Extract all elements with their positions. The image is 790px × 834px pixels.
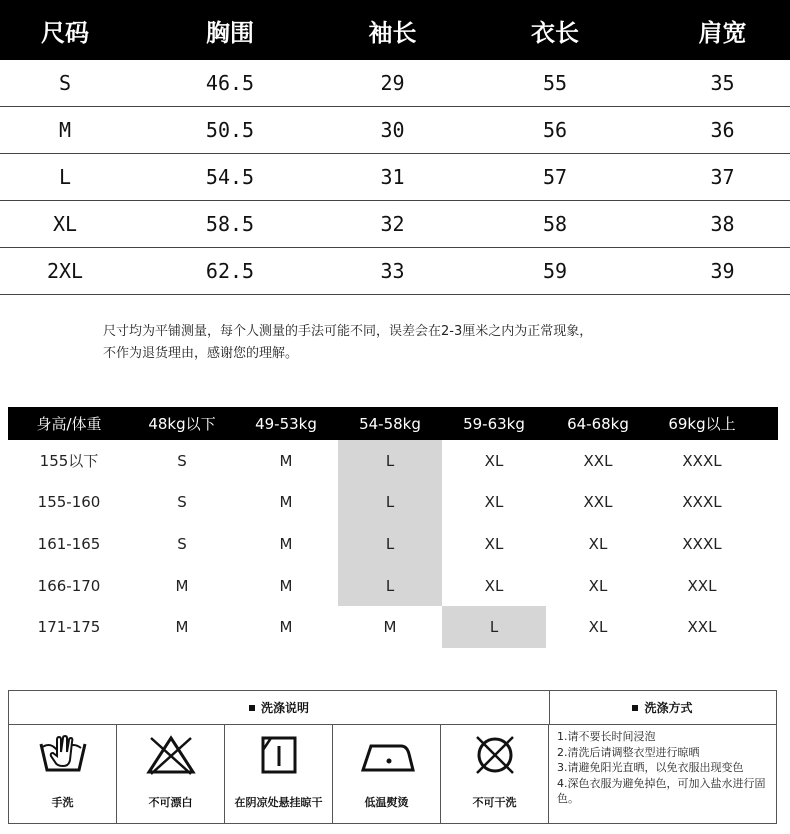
size-cell: S	[177, 534, 187, 553]
size-cell: XXXL	[682, 493, 722, 512]
shoulder-cell: 37	[710, 165, 735, 189]
hand-wash-icon	[37, 734, 89, 776]
care-label: 低温熨烫	[364, 796, 409, 809]
size-cell: XXXL	[682, 451, 722, 470]
sleeve-cell: 29	[380, 71, 405, 95]
chest-cell: 58.5	[205, 212, 255, 236]
table-row	[8, 440, 778, 482]
size-cell: M	[279, 576, 293, 595]
table-row	[0, 154, 790, 201]
header-weight-range: 48kg以下	[148, 415, 216, 433]
washing-methods-list	[557, 729, 777, 807]
list-item: 3.请避免阳光直晒，以免衣服出现变色	[557, 761, 744, 774]
sleeve-cell: 31	[380, 165, 405, 189]
size-cell: S	[58, 71, 72, 95]
shoulder-cell: 36	[710, 118, 735, 142]
header-weight-range: 59-63kg	[463, 414, 525, 433]
care-item	[117, 724, 225, 823]
sleeve-cell: 33	[380, 259, 405, 283]
size-cell: M	[175, 618, 189, 637]
length-cell: 58	[542, 212, 568, 236]
table-row	[0, 248, 790, 295]
size-cell: M	[279, 618, 293, 637]
washing-instructions-title	[9, 691, 550, 724]
list-item: 2.清洗后请调整衣型进行晾晒	[557, 745, 700, 759]
header-chest: 胸围	[206, 18, 254, 47]
size-cell: XL	[52, 212, 78, 236]
chest-cell: 50.5	[205, 118, 255, 142]
size-table	[0, 0, 790, 295]
header-weight-range: 49-53kg	[255, 414, 317, 433]
table-row	[8, 482, 778, 524]
length-cell: 59	[542, 259, 568, 283]
size-cell: M	[279, 534, 293, 553]
table-row	[0, 107, 790, 154]
size-cell: XL	[588, 618, 608, 637]
size-cell: XXL	[687, 576, 717, 595]
list-item: 1.请不要长时间浸泡	[557, 730, 656, 743]
highlighted-size-cell: L	[338, 523, 442, 565]
sleeve-cell: 30	[380, 118, 405, 142]
care-item	[333, 724, 441, 823]
washing-instructions-label: 洗涤说明	[260, 701, 309, 715]
highlighted-size-cell: L	[338, 565, 442, 607]
measurement-note	[103, 321, 592, 365]
chest-cell: 46.5	[205, 71, 255, 95]
height-cell: 166-170	[37, 576, 101, 595]
length-cell: 57	[542, 165, 568, 189]
size-cell: L	[58, 165, 72, 189]
size-cell: M	[175, 576, 189, 595]
size-cell: XL	[588, 576, 608, 595]
care-item	[225, 724, 333, 823]
size-cell: XXL	[687, 618, 717, 637]
header-weight-range: 64-68kg	[567, 414, 629, 433]
table-row	[8, 523, 778, 565]
header-size: 尺码	[41, 18, 89, 47]
size-cell: XXL	[583, 493, 613, 512]
header-shoulder: 肩宽	[698, 18, 747, 47]
shoulder-cell: 35	[710, 71, 735, 95]
washing-methods-label: 洗涤方式	[644, 701, 693, 715]
table-row	[8, 565, 778, 607]
shoulder-cell: 39	[710, 259, 735, 283]
height-cell: 171-175	[37, 618, 101, 637]
note-line-1: 尺寸均为平铺测量，每个人测量的手法可能不同，误差会在2-3厘米之内为正常现象，	[103, 324, 593, 339]
size-cell: 2XL	[46, 259, 84, 283]
highlighted-size-cell: L	[338, 440, 442, 482]
size-recommendation-table	[8, 407, 778, 648]
header-height-weight: 身高/体重	[36, 415, 102, 433]
size-cell: M	[279, 451, 293, 470]
chest-cell: 62.5	[205, 259, 255, 283]
washing-methods-title	[549, 691, 776, 724]
size-cell: M	[279, 493, 293, 512]
height-cell: 155-160	[37, 493, 101, 512]
shoulder-cell: 38	[710, 212, 735, 236]
list-item: 4.深色衣服为避免掉色，可加入盐水进行固色。	[557, 776, 766, 805]
bullet-icon	[249, 705, 255, 711]
care-label: 不可漂白	[148, 796, 193, 809]
care-label: 在阴凉处悬挂晾干	[234, 796, 323, 809]
sleeve-cell: 32	[380, 212, 405, 236]
table-row	[0, 201, 790, 248]
highlighted-size-cell: L	[338, 482, 442, 524]
header-length: 衣长	[531, 18, 579, 47]
table-row	[0, 60, 790, 107]
length-cell: 55	[542, 71, 568, 95]
size-cell: M	[383, 618, 397, 637]
no-dry-clean-icon	[469, 734, 521, 776]
size-cell: S	[177, 493, 187, 512]
header-weight-range: 69kg以上	[668, 415, 736, 433]
bullet-icon	[632, 705, 638, 711]
size-cell: S	[177, 451, 187, 470]
care-item	[9, 724, 117, 823]
washing-panel	[8, 690, 777, 824]
height-cell: 161-165	[37, 534, 101, 553]
size-cell: XL	[484, 451, 504, 470]
size-cell: XL	[484, 534, 504, 553]
highlighted-size-cell: L	[442, 606, 546, 648]
size-cell: XL	[484, 493, 504, 512]
care-icons	[9, 724, 549, 823]
size-cell: M	[58, 118, 72, 142]
low-iron-icon	[357, 734, 417, 776]
size-cell: XXL	[583, 451, 613, 470]
hang-dry-shade-icon	[253, 734, 305, 776]
chest-cell: 54.5	[205, 165, 255, 189]
no-bleach-icon	[145, 734, 197, 776]
size-cell: XXXL	[682, 534, 722, 553]
height-cell: 155以下	[39, 452, 99, 471]
header-sleeve: 袖长	[368, 18, 417, 47]
header-weight-range: 54-58kg	[359, 414, 421, 433]
care-label: 不可干洗	[472, 796, 517, 809]
table-row	[8, 606, 778, 648]
size-table-header	[0, 0, 790, 60]
size-cell: XL	[588, 534, 608, 553]
care-item	[441, 724, 548, 823]
recommendation-header	[8, 407, 778, 440]
length-cell: 56	[542, 118, 568, 142]
size-cell: XL	[484, 576, 504, 595]
care-label: 手洗	[51, 796, 74, 809]
note-line-2: 不作为退货理由，感谢您的理解。	[103, 346, 299, 361]
